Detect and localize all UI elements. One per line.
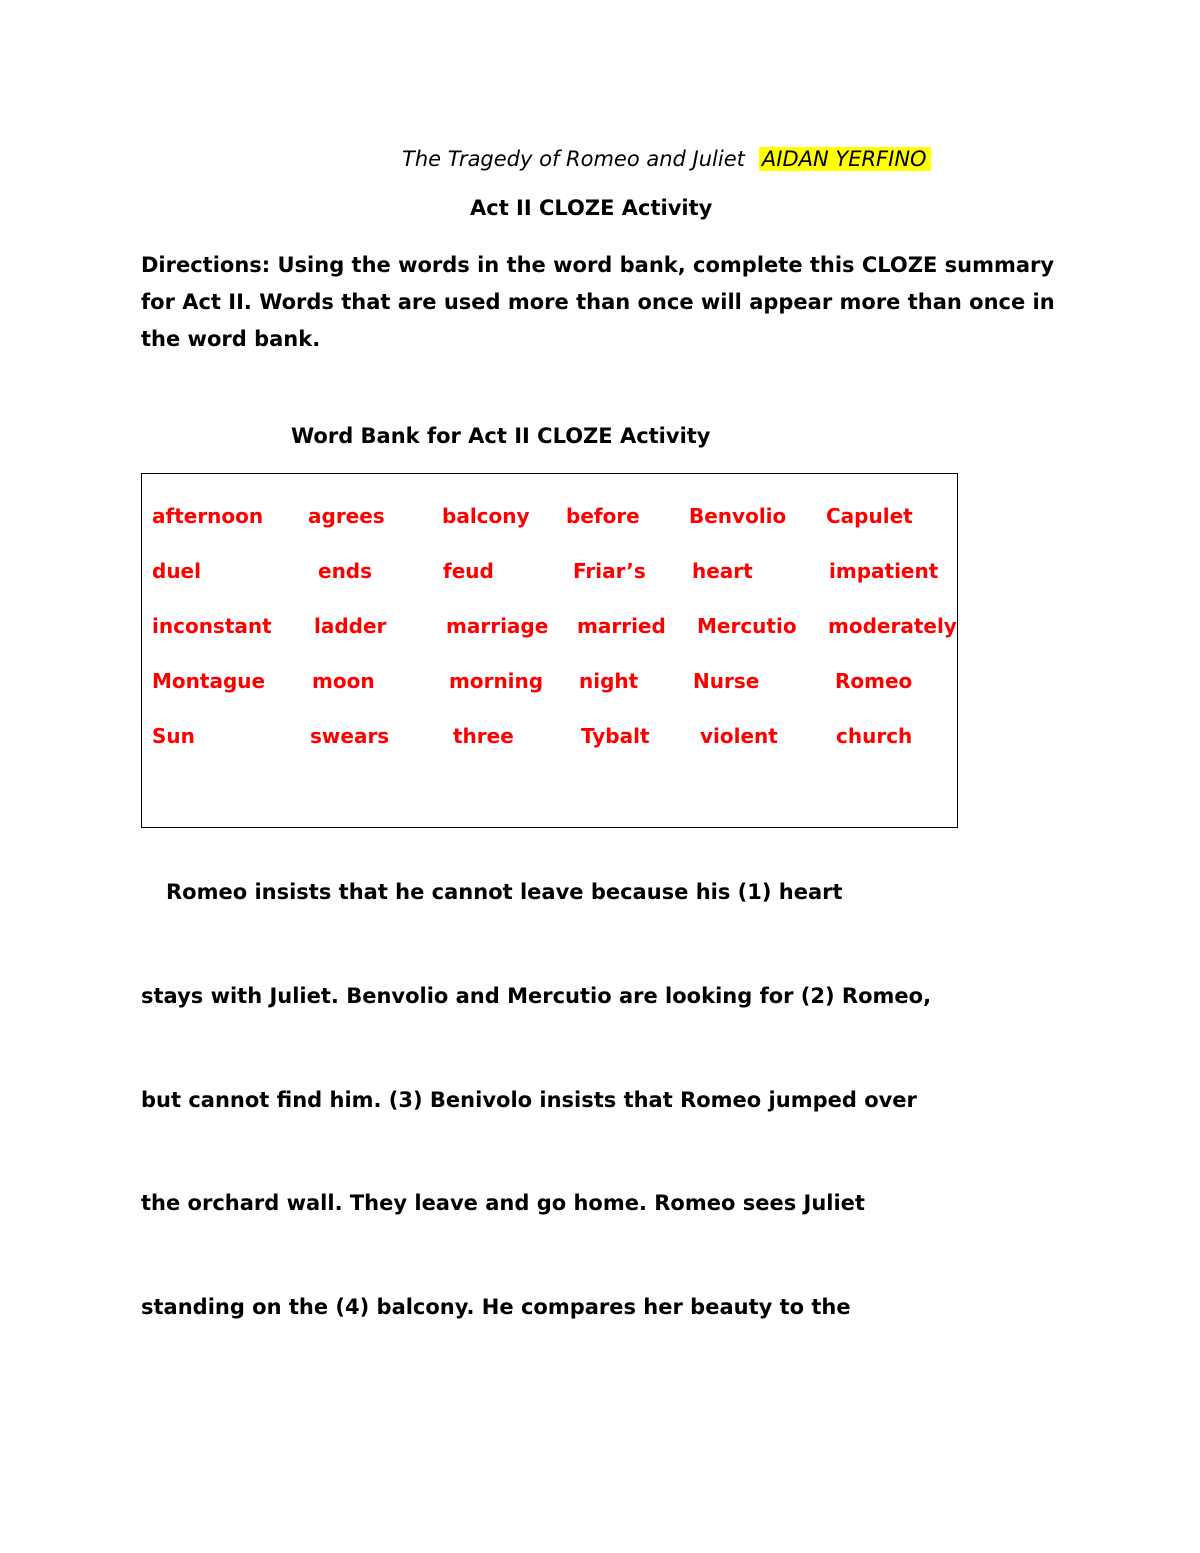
word-bank-word: duel <box>152 559 201 583</box>
directions-line: for Act II. Words that are used more than once will appear more than once in <box>141 290 1055 314</box>
word-bank-word: Nurse <box>693 669 760 693</box>
directions-line: the word bank. <box>141 327 321 351</box>
word-bank-word: Capulet <box>826 504 913 528</box>
word-bank-word: agrees <box>308 504 385 528</box>
summary-line: but cannot find him. (3) Benivolo insists that Romeo jumped over <box>141 1088 917 1112</box>
word-bank-word: heart <box>692 559 753 583</box>
word-bank-word: ends <box>318 559 373 583</box>
word-bank-word: impatient <box>829 559 939 583</box>
student-name-highlight: AIDAN YERFINO <box>759 147 931 171</box>
word-bank-word: afternoon <box>152 504 264 528</box>
activity-subtitle: Act II CLOZE Activity <box>470 196 713 220</box>
word-bank-word: feud <box>443 559 494 583</box>
word-bank-word: swears <box>310 724 390 748</box>
word-bank-word: Tybalt <box>581 724 650 748</box>
word-bank-title: Word Bank for Act II CLOZE Activity <box>291 424 711 448</box>
word-bank-word: inconstant <box>152 614 272 638</box>
directions-paragraph <box>141 247 1055 358</box>
summary-line: stays with Juliet. Benvolio and Mercutio are looking for (2) Romeo, <box>141 984 932 1008</box>
word-bank-word: night <box>579 669 639 693</box>
word-bank-word: Romeo <box>835 669 913 693</box>
word-bank-word: violent <box>700 724 778 748</box>
work-title: The Tragedy of Romeo and Juliet <box>402 147 745 171</box>
summary-line: standing on the (4) balcony. He compares her beauty to the <box>141 1295 851 1319</box>
word-bank-word: Mercutio <box>697 614 797 638</box>
summary-line: the orchard wall. They leave and go home. Romeo sees Juliet <box>141 1191 865 1215</box>
word-bank-word: church <box>836 724 913 748</box>
summary-line: Romeo insists that he cannot leave because his (1) heart <box>166 880 843 904</box>
word-bank-word: before <box>566 504 640 528</box>
word-bank-word: moderately <box>828 614 957 638</box>
word-bank-word: Friar’s <box>573 559 646 583</box>
word-bank-word: morning <box>449 669 544 693</box>
word-bank-word: ladder <box>314 614 387 638</box>
word-bank-word: marriage <box>446 614 549 638</box>
document-title-row <box>402 142 931 176</box>
word-bank-word: married <box>577 614 666 638</box>
word-bank-word: balcony <box>442 504 530 528</box>
directions-line: Directions: Using the words in the word bank, complete this CLOZE summary <box>141 253 1055 277</box>
word-bank-word: Sun <box>152 724 195 748</box>
word-bank-word: three <box>453 724 514 748</box>
word-bank-word: moon <box>312 669 375 693</box>
word-bank-word: Benvolio <box>689 504 787 528</box>
word-bank-box <box>141 473 958 828</box>
word-bank-word: Montague <box>152 669 266 693</box>
